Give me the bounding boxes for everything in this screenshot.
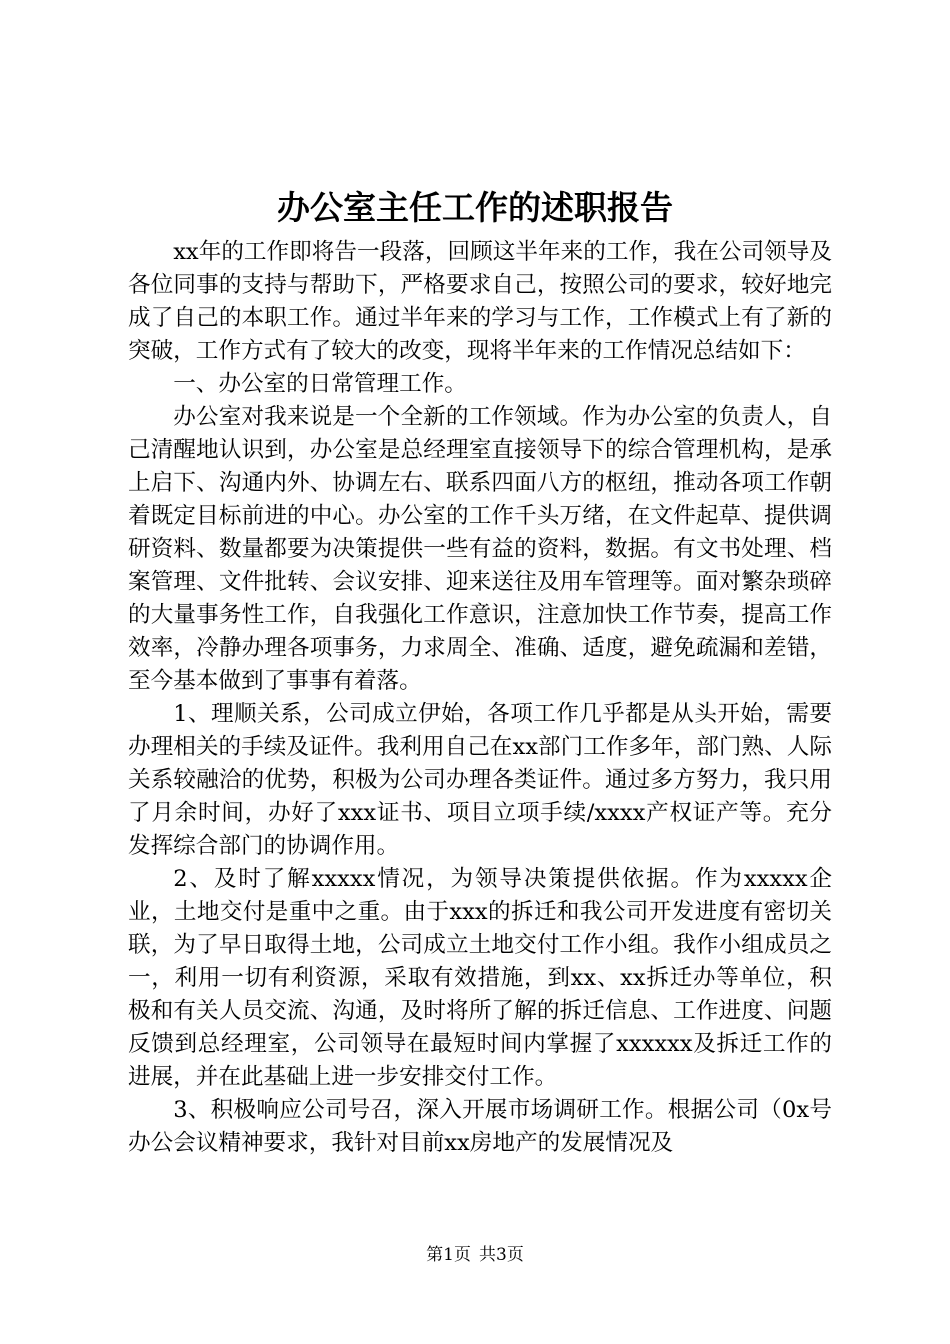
body-paragraph: 1、理顺关系，公司成立伊始，各项工作几乎都是从头开始，需要办理相关的手续及证件。我利用自己在xx部门工作多年，部门熟、人际关系较融洽的优势，积极为公司办理各类证件。通过多方努力，我只用了月余时间，办好了xxx证书、项目立项手续/xxxx产权证产等。充分发挥综合部门的协调作用。 (128, 701, 832, 859)
document-body (128, 236, 832, 1160)
page-number: 第1页 (426, 1245, 471, 1265)
body-paragraph: xx年的工作即将告一段落，回顾这半年来的工作，我在公司领导及各位同事的支持与帮助下，严格要求自己，按照公司的要求，较好地完成了自己的本职工作。通过半年来的学习与工作，工作模式上有了新的突破，工作方式有了较大的改变，现将半年来的工作情况总结如下： (128, 239, 832, 364)
section-heading: 一、办公室的日常管理工作。 (173, 371, 467, 397)
body-paragraph: 3、积极响应公司号召，深入开展市场调研工作。根据公司（0x号办公会议精神要求，我针对目前xx房地产的发展情况及 (128, 1097, 832, 1156)
document-title: 办公室主任工作的述职报告 (277, 188, 673, 227)
page-footer (0, 1243, 950, 1267)
page-total: 共3页 (479, 1245, 524, 1265)
body-paragraph: 办公室对我来说是一个全新的工作领域。作为办公室的负责人，自己清醒地认识到，办公室是总经理室直接领导下的综合管理机构，是承上启下、沟通内外、协调左右、联系四面八方的枢纽，推动各项工作朝着既定目标前进的中心。办公室的工作千头万绪，在文件起草、提供调研资料、数量都要为决策提供一些有益的资料，数据。有文书处理、档案管理、文件批转、会议安排、迎来送往及用车管理等。面对繁杂琐碎的大量事务性工作，自我强化工作意识，注意加快工作节奏，提高工作效率，冷静办理各项事务，力求周全、准确、适度，避免疏漏和差错，至今基本做到了事事有着落。 (128, 404, 832, 694)
body-paragraph: 2、及时了解xxxxx情况，为领导决策提供依据。作为xxxxx企业，土地交付是重中之重。由于xxx的拆迁和我公司开发进度有密切关联，为了早日取得土地，公司成立土地交付工作小组。我作小组成员之一，利用一切有利资源，采取有效措施，到xx、xx拆迁办等单位，积极和有关人员交流、沟通，及时将所了解的拆迁信息、工作进度、问题反馈到总经理室，公司领导在最短时间内掌握了xxxxxx及拆迁工作的进展，并在此基础上进一步安排交付工作。 (128, 866, 832, 1090)
